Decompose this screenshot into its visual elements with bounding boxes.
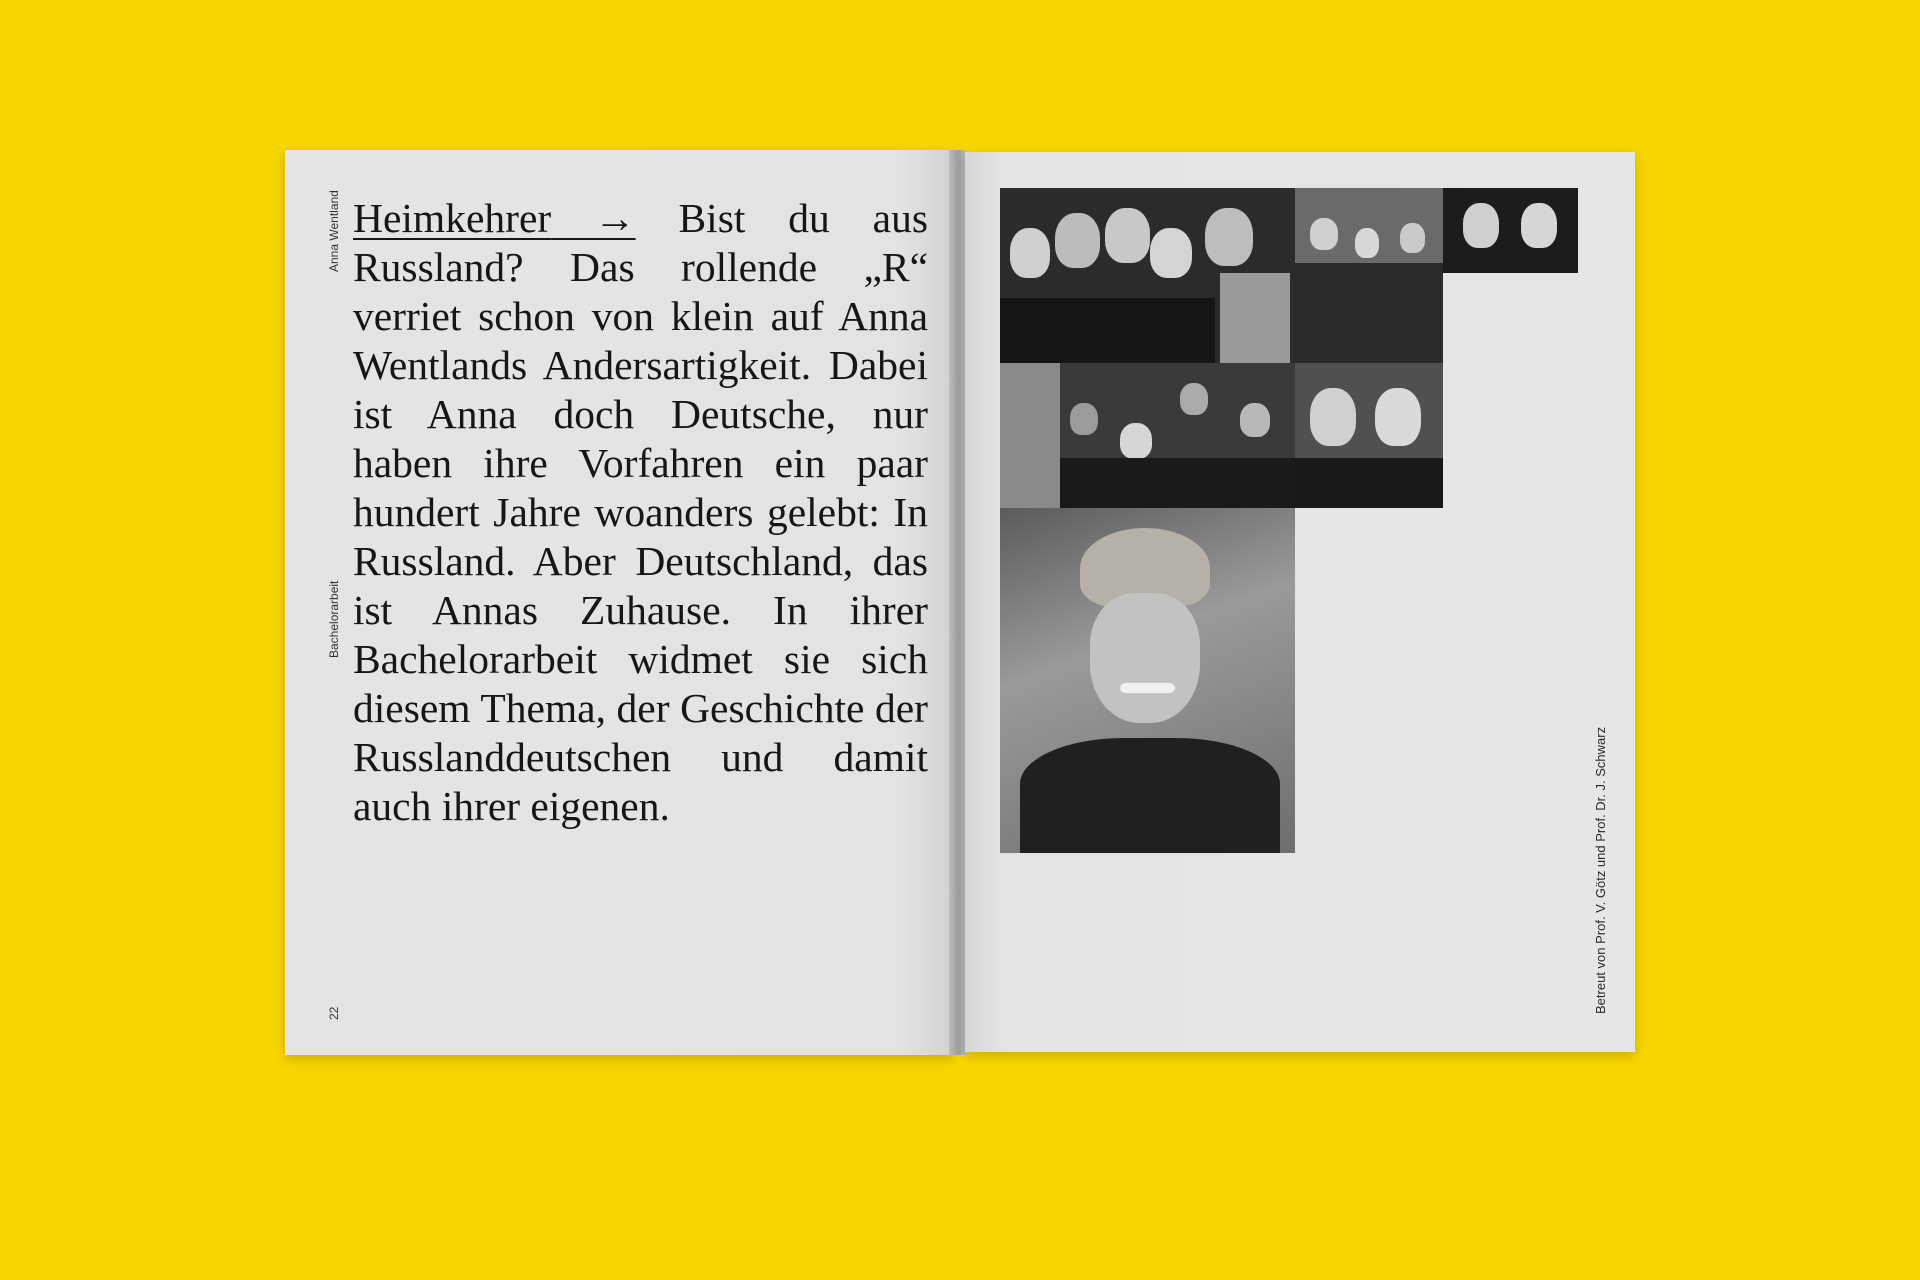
lead-word: Heimkehrer	[353, 195, 552, 241]
supervisors-vertical-label: Betreut von Prof. V. Götz und Prof. Dr. J. Schwarz	[1593, 726, 1608, 1014]
family-outdoor-photo	[1295, 188, 1443, 363]
two-young-men-photo	[1295, 363, 1443, 508]
left-page	[285, 150, 953, 1055]
author-vertical-label: Anna Wentland	[327, 190, 341, 272]
right-page	[965, 152, 1635, 1052]
page-number: 22	[327, 1006, 341, 1020]
family-group-photo	[1000, 188, 1295, 363]
article-text: Bist du aus Russland? Das rollende „R“ verriet schon von klein auf Anna Wentlands Andersartigkeit. Dabei ist Anna doch Deutsche, nur haben ihre Vorfahren ein paar hundert Jahre woanders gelebt: In Russland. Aber Deutschland, das ist Annas Zuhause. In ihrer Bachelorarbeit widmet sie sich diesem Thema, der Geschichte der Russlanddeutschen und damit auch ihrer eigenen.	[353, 195, 928, 829]
group-mourning-photo	[1000, 363, 1295, 508]
magazine-spread	[285, 150, 1635, 1055]
man-fur-hat-portrait-photo	[1000, 508, 1295, 853]
arrow-icon: →	[594, 195, 636, 241]
article-lead	[353, 195, 636, 241]
two-women-portrait-photo	[1443, 188, 1578, 273]
article-body	[353, 194, 928, 831]
category-vertical-label: Bachelorarbeit	[327, 580, 341, 658]
